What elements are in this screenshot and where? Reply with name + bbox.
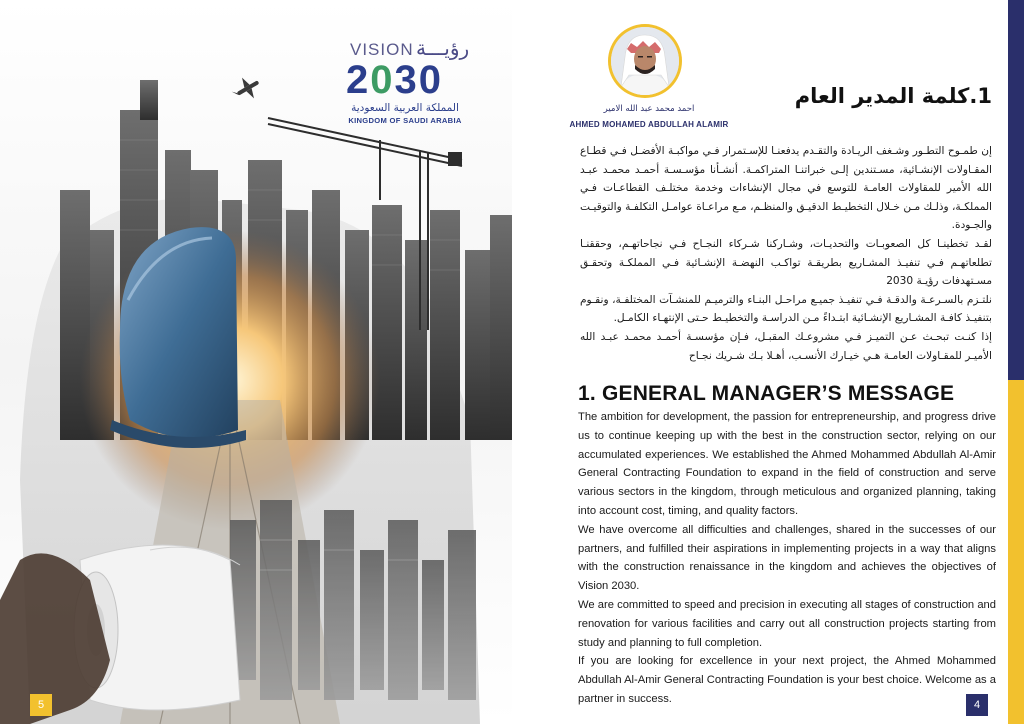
arabic-paragraph: إن طمـوح التطـور وشـغف الريـادة والتقـدم يدفعنـا للإسـتمرار فـي مواكبـة الأفضـل فـي قطـاع المقـاولات الإنشـائية، مسـتندين إلـى خبراتنـا المتراكمـة. أنشـأنا مؤسـسـة أحمـد محمـد عبـد الله الأمير للمقاولات العامـة للتوسع في مجال الإنشاءات وخدمة مختلـف القطاعـات فـي المملكـة، وذلـك مـن خـلال التخطيـط الدقيـق والمنظـم، مـع مراعـاة عوامـل التكلفـة والتوقيـت والجـودة.: [580, 145, 992, 232]
vision-word: VISION: [350, 40, 414, 59]
side-bar-navy: [1008, 0, 1024, 380]
english-paragraph: If you are looking for excellence in your next project, the Ahmed Mohammed Abdullah Al-Amir General Contracting Foundation is your best choice. Welcome as a partner in success.: [578, 655, 996, 705]
english-message-body: [578, 408, 996, 709]
vision-arabic-word: رؤيـــة: [416, 36, 470, 60]
manager-name-english: AHMED MOHAMED ABDULLAH ALAMIR: [569, 120, 729, 129]
arabic-paragraph: إذا كنـت تبحـث عـن التميـز فـي مشروعـك المقبـل، فـإن مؤسسـة أحمـد محمـد عبـد الله الأميـر للمقـاولات العامـة هـي خيـارك الأنسـب، أهـلا بـك شـريك نجـاح: [580, 330, 992, 362]
vision-year: 2030: [346, 58, 443, 102]
manager-name-arabic: احمد محمد عبد الله الامير: [603, 104, 695, 114]
arabic-paragraph: نلتـزم بالسـرعـة والدقـة فـي تنفيـذ جميـع مراحـل البنـاء والترميـم للمنشـآت المختلفـة، ونقـوم بتنفيـذ كافـة المشـاريع الإنشـائية ابتـداءً مـن الدراسـة والتخطيـط حـتى الإنتهـاء الكامـل.: [580, 293, 992, 325]
arabic-paragraph: لقـد تخطينـا كل الصعوبـات والتحديـات، وشـاركنا شـركاء النجـاح فـي نجاحاتهـم، وحققنـا تطلعاتهـم فـي تنفيـذ المشـاريع بطريقـة تواكـب النهضـة الإنشـائية فـي المملكـة وتحقـق مسـتهدفات رؤيـة 2030: [580, 237, 992, 288]
english-paragraph: The ambition for development, the passion for entrepreneurship, and progress drive us to continue keeping up with the best in the construction sector, relying on our accumulated experiences. We established the Ahmed Mohammed Abdullah Al-Amir General Contracting Foundation to expand in the field of construction and serve various sectors in the kingdom, through meticulous and organized planning, taking into account cost, timing, and quality factors.: [578, 411, 996, 517]
side-bar-gold: [1008, 380, 1024, 724]
english-paragraph: We are committed to speed and precision in executing all stages of construction and renovation for various facilities and carry out all construction projects starting from study and planning to full completion.: [578, 598, 996, 649]
page-number-left: 5: [30, 694, 52, 716]
kingdom-name-arabic: المملكة العربية السعودية: [351, 102, 459, 114]
arabic-message-body: [580, 142, 992, 365]
vision-2030-logo: [338, 38, 478, 128]
english-paragraph: We have overcome all difficulties and challenges, shared in the successes of our partners, and fulfilled their aspirations in implementing projects in a way that aligns with the construction renaissance in the kingdom and achieves the objectives of Vision 2030.: [578, 523, 996, 593]
kingdom-name-english: KINGDOM OF SAUDI ARABIA: [348, 116, 462, 125]
section-title-english: 1. GENERAL MANAGER’S MESSAGE: [578, 382, 955, 405]
vision-emblem-ring: 0: [370, 58, 395, 102]
page-number-right: 4: [966, 694, 988, 716]
manager-portrait: [608, 24, 682, 98]
section-title-arabic: 1.كلمة المدير العام: [794, 84, 992, 108]
right-page: [512, 0, 1024, 724]
